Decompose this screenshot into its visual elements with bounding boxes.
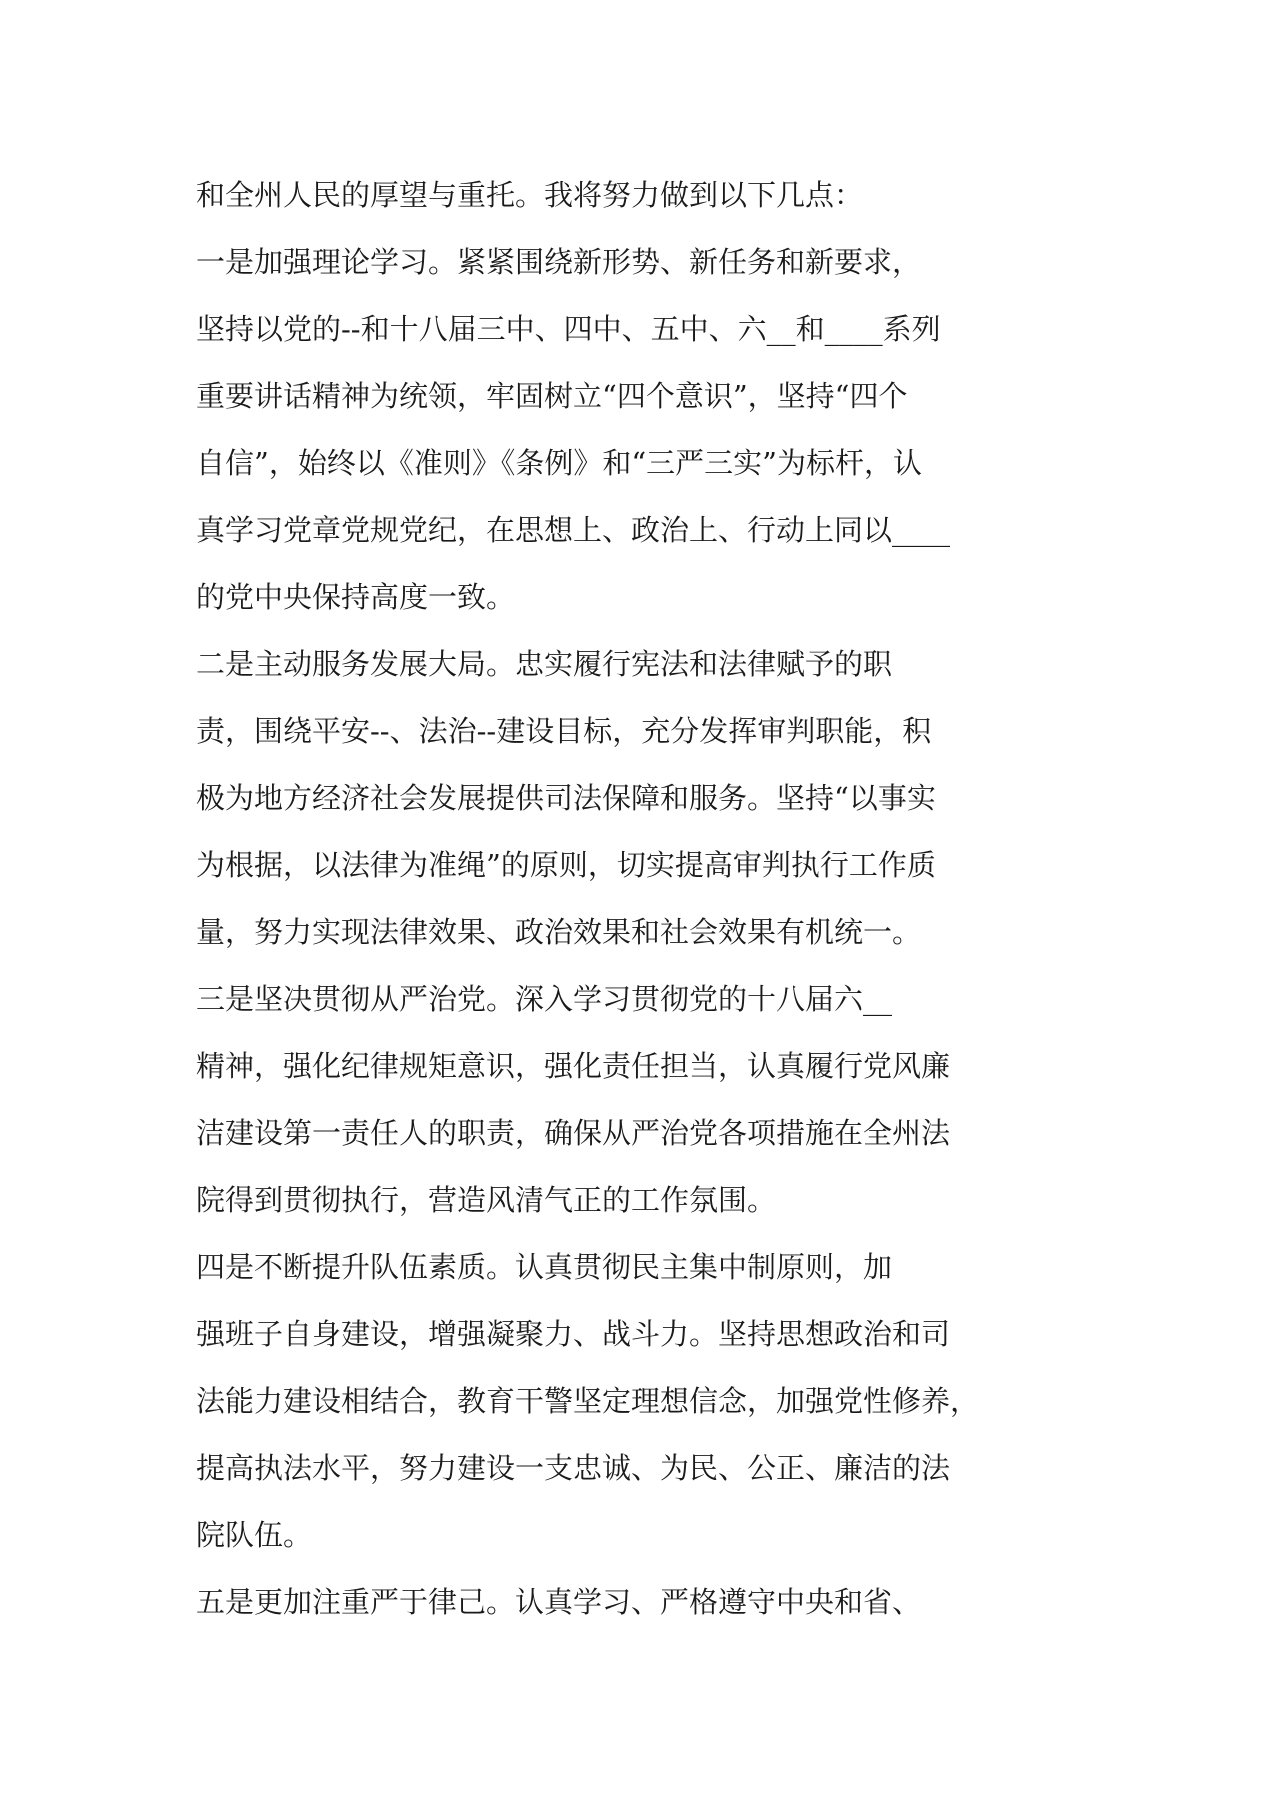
text-line-5: 自信”，始终以《准则》《条例》和“三严三实”为标杆，认	[196, 446, 922, 480]
text-line-4: 重要讲话精神为统领，牢固树立“四个意识”，坚持“四个	[196, 379, 908, 413]
body-text	[196, 162, 1096, 1636]
text-line-16: 院得到贯彻执行，营造风清气正的工作氛围。	[196, 1183, 777, 1217]
text-line-11: 为根据，以法律为准绳”的原则，切实提高审判执行工作质	[196, 848, 936, 882]
text-line-6: 真学习党章党规党纪，在思想上、政治上、行动上同以____	[196, 513, 951, 547]
text-line-14: 精神，强化纪律规矩意识，强化责任担当，认真履行党风廉	[196, 1049, 951, 1083]
text-line-15: 洁建设第一责任人的职责，确保从严治党各项措施在全州法	[196, 1116, 951, 1150]
text-line-1: 和全州人民的厚望与重托。我将努力做到以下几点：	[196, 178, 864, 212]
text-line-2: 一是加强理论学习。紧紧围绕新形势、新任务和新要求，	[196, 245, 922, 279]
text-line-7: 的党中央保持高度一致。	[196, 580, 516, 614]
text-line-8: 二是主动服务发展大局。忠实履行宪法和法律赋予的职	[196, 647, 893, 681]
text-line-22: 五是更加注重严于律己。认真学习、严格遵守中央和省、	[196, 1585, 922, 1619]
text-line-10: 极为地方经济社会发展提供司法保障和服务。坚持“以事实	[196, 781, 936, 815]
text-line-21: 院队伍。	[196, 1518, 313, 1552]
text-line-19: 法能力建设相结合，教育干警坚定理想信念，加强党性修养，	[196, 1384, 980, 1418]
text-line-17: 四是不断提升队伍素质。认真贯彻民主集中制原则，加	[196, 1250, 893, 1284]
text-line-3: 坚持以党的--和十八届三中、四中、五中、六__和____系列	[196, 312, 941, 346]
text-line-9: 责，围绕平安--、法治--建设目标，充分发挥审判职能，积	[196, 714, 932, 748]
text-line-18: 强班子自身建设，增强凝聚力、战斗力。坚持思想政治和司	[196, 1317, 951, 1351]
text-line-13: 三是坚决贯彻从严治党。深入学习贯彻党的十八届六__	[196, 982, 893, 1016]
text-line-20: 提高执法水平，努力建设一支忠诚、为民、公正、廉洁的法	[196, 1451, 951, 1485]
text-line-12: 量，努力实现法律效果、政治效果和社会效果有机统一。	[196, 915, 922, 949]
